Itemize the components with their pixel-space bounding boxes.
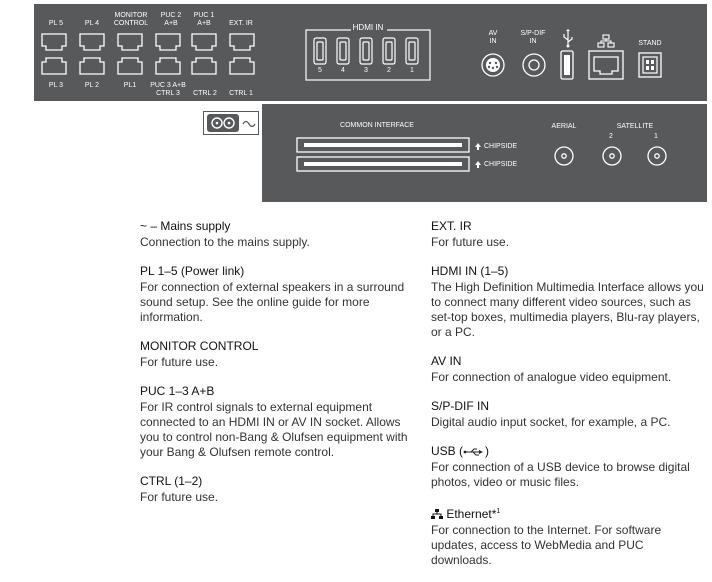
common-interface-slots — [295, 136, 471, 174]
desc-pl-body: For connection of external speakers in a surround sound setup. See the online guide for more information. — [140, 280, 405, 324]
mains-symbol — [203, 111, 259, 135]
desc-mains — [140, 219, 420, 250]
label-ext-ir: EXT. IR — [229, 20, 253, 27]
desc-puc-head: PUC 1–3 A+B — [140, 384, 215, 398]
port-puc3 — [156, 58, 180, 74]
usb-icon — [560, 28, 576, 48]
desc-spdif-body: Digital audio input socket, for example, a PC. — [431, 415, 671, 429]
desc-hdmi-head: HDMI IN (1–5) — [431, 264, 509, 278]
desc-extir-head: EXT. IR — [431, 219, 472, 233]
desc-puc-body: For IR control signals to external equipment connected to an HDMI IN or AV IN socket. Allows you to control non-Bang & Olufsen equipment with your Bang & Olufsen remote control. — [140, 400, 408, 459]
desc-mains-body: Connection to the mains supply. — [140, 235, 310, 249]
satellite-2-socket — [603, 147, 621, 165]
label-stand: STAND — [638, 40, 662, 47]
antenna-sockets — [552, 144, 672, 168]
desc-extir — [431, 219, 707, 250]
stand-port — [638, 52, 662, 78]
desc-monitor-head: MONITOR CONTROL — [140, 339, 259, 353]
label-pl5: PL 5 — [48, 20, 64, 27]
port-monitor-control — [118, 34, 142, 50]
port-pl4 — [80, 34, 104, 50]
desc-spdif — [431, 399, 707, 430]
hdmi-number-2: 2 — [387, 67, 391, 74]
desc-ctrl — [140, 474, 420, 505]
port-ext-ir — [230, 34, 254, 50]
desc-usb-head — [431, 444, 707, 459]
label-sat-2: 2 — [609, 133, 613, 140]
label-pl2: PL 2 — [84, 82, 100, 89]
port-pl5 — [42, 34, 66, 50]
desc-ethernet-head — [431, 504, 687, 522]
rj-port-grid — [38, 30, 260, 80]
label-puc2: PUC 2 A+B — [160, 12, 182, 27]
port-pl1 — [118, 58, 142, 74]
hdmi-number-1: 1 — [410, 67, 414, 74]
port-ctrl2 — [192, 58, 216, 74]
desc-hdmi-body: The High Definition Multimedia Interface allows you to connect many different video sources, such as set-top boxes, multimedia players, Blu-ray players, or a PC. — [431, 280, 704, 339]
label-pl3: PL 3 — [48, 82, 64, 89]
ethernet-port — [588, 50, 624, 80]
satellite-1-socket — [648, 147, 666, 165]
desc-usb-head-tail: ) — [485, 444, 490, 458]
hdmi-number-4: 4 — [341, 67, 345, 74]
label-chipside-1: CHIPSIDE — [484, 143, 518, 150]
label-aerial: AERIAL — [551, 123, 577, 130]
desc-pl — [140, 264, 420, 325]
label-ctrl2: CTRL 2 — [193, 90, 217, 97]
desc-avin-body: For connection of analogue video equipment. — [431, 370, 672, 384]
chipside-arrow-2 — [474, 160, 482, 168]
port-pl2 — [80, 58, 104, 74]
av-in-socket — [480, 52, 506, 78]
desc-ethernet-footnote: 1 — [496, 508, 501, 515]
label-pl4: PL 4 — [84, 20, 100, 27]
desc-ethernet-head-text: Ethernet* — [446, 507, 497, 521]
desc-puc — [140, 384, 422, 460]
ethernet-icon — [597, 34, 615, 48]
desc-avin-head: AV IN — [431, 354, 462, 368]
desc-usb-body: For connection of a USB device to browse digital photos, video or music files. — [431, 460, 690, 489]
label-monitor-control: MONITOR CONTROL — [113, 12, 149, 27]
desc-ctrl-head: CTRL (1–2) — [140, 474, 203, 488]
port-ctrl1 — [230, 58, 254, 74]
usb-port — [560, 50, 574, 80]
desc-ctrl-body: For future use. — [140, 490, 219, 504]
desc-monitor — [140, 339, 420, 370]
label-av-in: AV IN — [488, 30, 498, 45]
label-ctrl1: CTRL 1 — [229, 90, 253, 97]
label-chipside-2: CHIPSIDE — [484, 161, 518, 168]
usb-small-icon — [463, 447, 485, 457]
hdmi-title: HDMI IN — [352, 23, 384, 32]
desc-monitor-body: For future use. — [140, 355, 219, 369]
desc-extir-body: For future use. — [431, 235, 510, 249]
label-puc3: PUC 3 A+B CTRL 3 — [150, 82, 186, 97]
desc-usb — [431, 444, 707, 490]
desc-usb-head-text: USB ( — [431, 444, 464, 458]
label-spdif-in: S/P-DIF IN — [520, 30, 546, 45]
label-puc1: PUC 1 A+B — [193, 12, 215, 27]
hdmi-number-3: 3 — [364, 67, 368, 74]
desc-hdmi — [431, 264, 707, 340]
chipside-arrow-1 — [474, 142, 482, 150]
port-puc2 — [156, 34, 180, 50]
port-pl3 — [42, 58, 66, 74]
desc-ethernet — [431, 504, 687, 568]
desc-spdif-head: S/P-DIF IN — [431, 399, 490, 413]
spdif-socket — [521, 52, 547, 78]
label-common-interface: COMMON INTERFACE — [340, 122, 414, 129]
desc-ethernet-body: For connection to the Internet. For software updates, access to WebMedia and PUC downloads. — [431, 523, 662, 567]
aerial-socket — [555, 147, 573, 165]
desc-mains-head: ~ – Mains supply — [140, 219, 231, 233]
label-sat-1: 1 — [654, 133, 658, 140]
label-pl1: PL1 — [123, 82, 137, 89]
label-satellite: SATELLITE — [616, 123, 654, 130]
hdmi-number-5: 5 — [318, 67, 322, 74]
ethernet-small-icon — [431, 509, 443, 519]
desc-pl-head: PL 1–5 (Power link) — [140, 264, 245, 278]
desc-avin — [431, 354, 707, 385]
port-puc1 — [192, 34, 216, 50]
